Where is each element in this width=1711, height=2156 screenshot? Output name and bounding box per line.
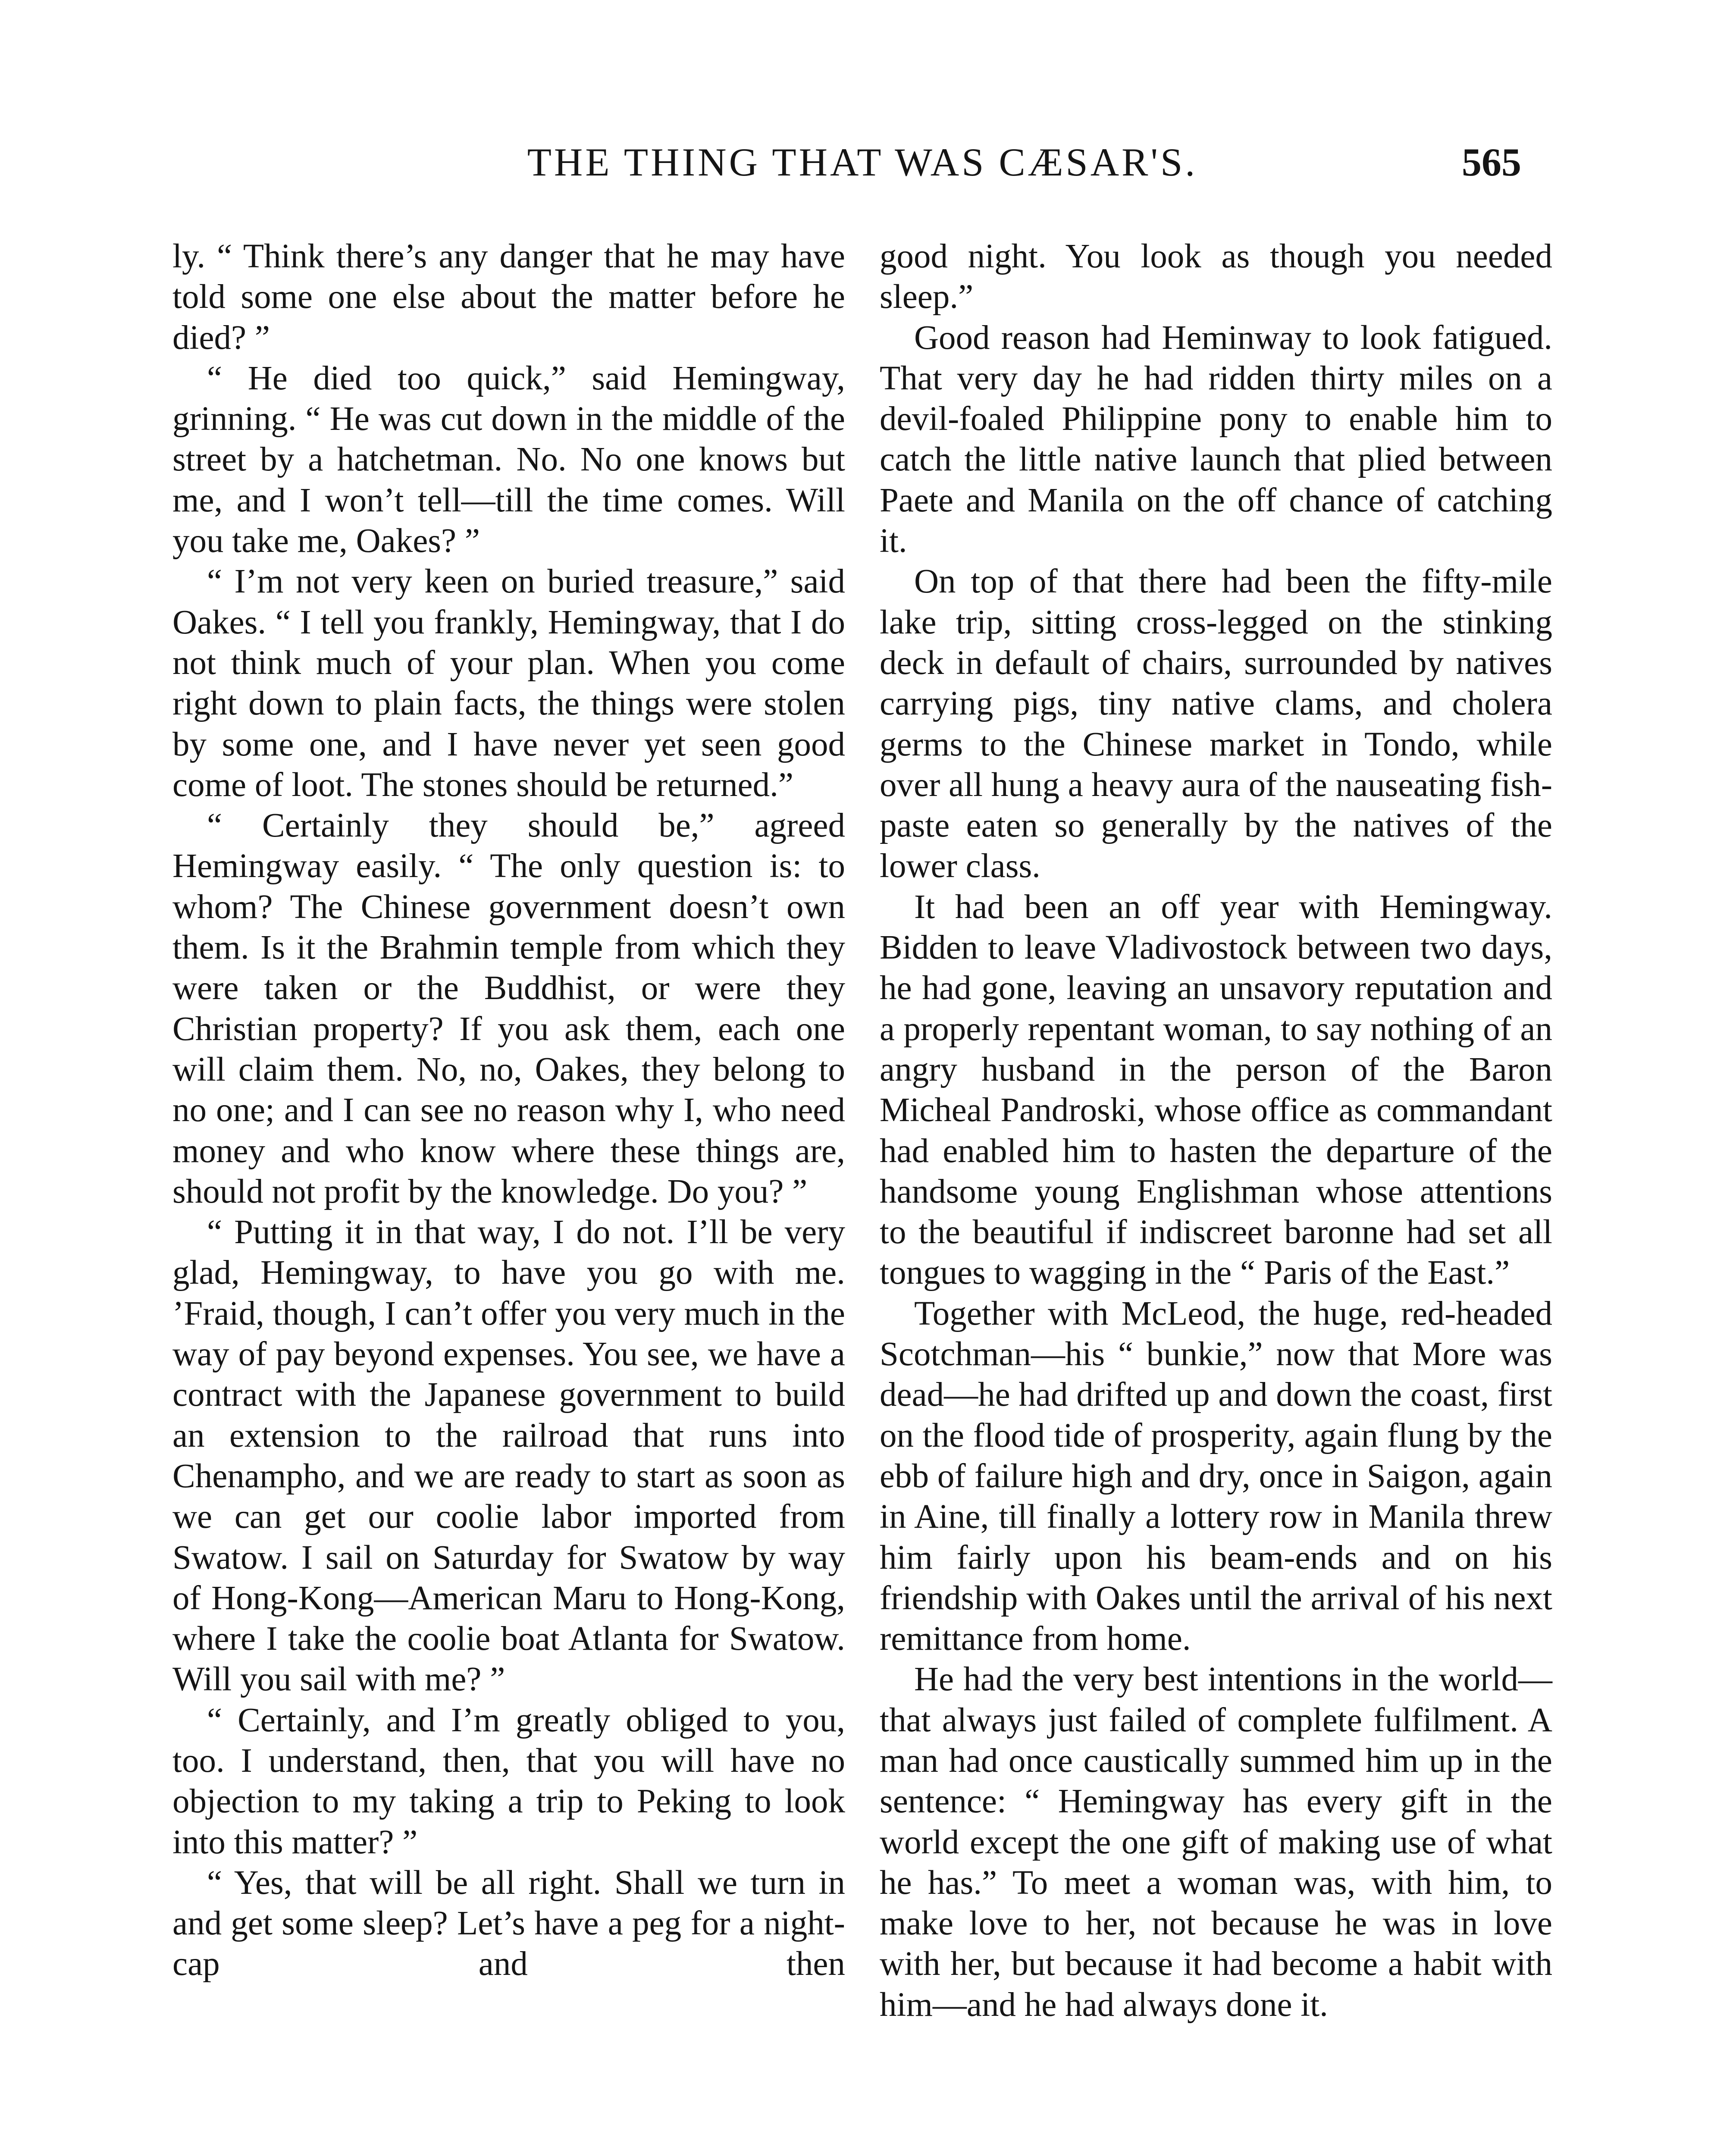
right-column [880,236,1552,2025]
paragraph: Good reason had Heminway to look fatigued. That very day he had ridden thirty miles on a devil-foaled Philippine pony to enable him to catch the little native launch that plied between Paete and Manila on the off chance of catching it. [880,319,1552,560]
running-title: THE THING THAT WAS CÆSAR'S. [527,140,1198,184]
paragraph: Together with McLeod, the huge, red-headed Scotchman—his “ bunkie,” now that More was dead—he had drifted up and down the coast, first on the flood tide of prosperity, again flung by the ebb of failure high and dry, once in Saigon, again in Aine, till finally a lottery row in Manila threw him fairly upon his beam-ends and on his friendship with Oakes until the arrival of his next remittance from home. [880,1294,1552,1658]
paragraph: “ Certainly they should be,” agreed Hemingway easily. “ The only question is: to whom? The Chinese government doesn’t own them. Is it the Brahmin temple from which they were taken or the Buddhist, or were they Christian property? If you ask them, each one will claim them. No, no, Oakes, they belong to no one; and I can see no reason why I, who need money and who know where these things are, should not profit by the knowledge. Do you? ” [172,807,845,1210]
paragraph: ly. “ Think there’s any danger that he may have told some one else about the matter before he died? ” [172,238,845,357]
paragraph: “ I’m not very keen on buried treasure,” said Oakes. “ I tell you frankly, Hemingway, that I do not think much of your plan. When you come right down to plain facts, the things were stolen by some one, and I have never yet seen good come of loot. The stones should be returned.” [172,563,845,804]
paragraph: “ Putting it in that way, I do not. I’ll be very glad, Hemingway, to have you go with me. ’Fraid, though, I can’t offer you very much in the way of pay beyond expenses. You see, we have a contract with the Japanese government to build an extension to the railroad that runs into Chenampho, and we are ready to start as soon as we can get our coolie labor imported from Swatow. I sail on Saturday for Swatow by way of Hong-Kong—American Maru to Hong-Kong, where I take the coolie boat Atlanta for Swatow. Will you sail with me? ” [172,1213,845,1698]
left-column [172,236,845,1985]
paragraph: On top of that there had been the fifty-mile lake trip, sitting cross-legged on the stinking deck in default of chairs, surrounded by natives carrying pigs, tiny native clams, and cholera germs to the Chinese market in Tondo, while over all hung a heavy aura of the nauseating fish-paste eaten so generally by the natives of the lower class. [880,563,1552,885]
paragraph: good night. You look as though you needed sleep.” [880,238,1552,316]
paragraph: “ Yes, that will be all right. Shall we turn in and get some sleep? Let’s have a peg for a night-cap and then [172,1864,845,1983]
page-number: 565 [1462,140,1521,184]
paragraph: “ Certainly, and I’m greatly obliged to you, too. I understand, then, that you will have no objection to my taking a trip to Peking to look into this matter? ” [172,1701,845,1861]
paragraph: It had been an off year with Hemingway. Bidden to leave Vladivostock between two days, he had gone, leaving an unsavory reputation and a properly repentant woman, to say nothing of an angry husband in the person of the Baron Micheal Pandroski, whose office as commandant had enabled him to hasten the departure of the handsome young Englishman whose attentions to the beautiful if indiscreet baronne had set all tongues to wagging in the “ Paris of the East.” [880,888,1552,1292]
paragraph: He had the very best intentions in the world—that always just failed of complete fulfilment. A man had once caustically summed him up in the sentence: “ Hemingway has every gift in the world except the one gift of making use of what he has.” To meet a woman was, with him, to make love to her, not because he was in love with her, but because it had become a habit with him—and he had always done it. [880,1661,1552,2024]
paragraph: “ He died too quick,” said Hemingway, grinning. “ He was cut down in the middle of the street by a hatchetman. No. No one knows but me, and I won’t tell—till the time comes. Will you take me, Oakes? ” [172,359,845,560]
